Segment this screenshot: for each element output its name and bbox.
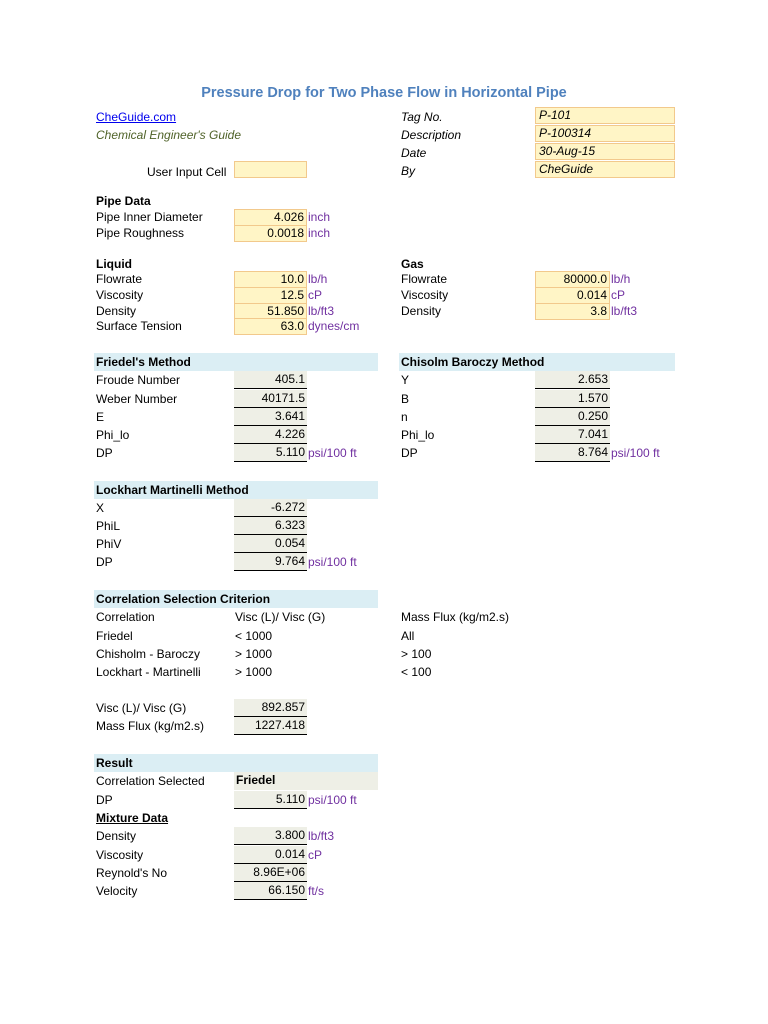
chisolm-row-value: 2.653 xyxy=(535,371,610,389)
by-label: By xyxy=(401,164,416,178)
chisolm-row-label: n xyxy=(401,410,408,424)
criterion-row-flux: All xyxy=(401,629,415,643)
reynolds-label: Reynold's No xyxy=(96,866,167,880)
visc-ratio-value: 892.857 xyxy=(234,699,307,717)
friedel-row-label: Phi_lo xyxy=(96,428,130,442)
gas-density-unit: lb/ft3 xyxy=(611,304,638,318)
friedel-row-value: 5.110 xyxy=(234,444,307,462)
chisolm-row-label: Y xyxy=(401,373,410,387)
friedel-row-value: 4.226 xyxy=(234,426,307,444)
chisolm-dp-unit: psi/100 ft xyxy=(611,446,660,460)
mass-flux-label: Mass Flux (kg/m2.s) xyxy=(96,719,205,733)
surface-tension-unit: dynes/cm xyxy=(308,319,360,333)
chisolm-row-value: 1.570 xyxy=(535,390,610,408)
lockhart-row-label: PhiL xyxy=(96,519,121,533)
user-input-legend-label: User Input Cell xyxy=(147,165,227,179)
velocity-unit: ft/s xyxy=(308,884,325,898)
date-label: Date xyxy=(401,146,427,160)
friedel-row-value: 40171.5 xyxy=(234,390,307,408)
friedel-row-value: 3.641 xyxy=(234,408,307,426)
pipe-diameter-input[interactable]: 4.026 xyxy=(234,209,307,226)
friedel-dp-unit: psi/100 ft xyxy=(308,446,357,460)
chisolm-row-value: 8.764 xyxy=(535,444,610,462)
mixture-density-value: 3.800 xyxy=(234,827,307,845)
pipe-diameter-unit: inch xyxy=(308,210,331,224)
correlation-selected-label: Correlation Selected xyxy=(96,774,205,788)
gas-flowrate-label: Flowrate xyxy=(401,272,448,286)
gas-flowrate-unit: lb/h xyxy=(611,272,631,286)
site-link[interactable]: CheGuide.com xyxy=(96,110,177,124)
friedel-heading: Friedel's Method xyxy=(94,353,378,371)
correlation-selected-value: Friedel xyxy=(234,772,378,790)
criterion-row-flux: < 100 xyxy=(401,665,432,679)
description-label: Description xyxy=(401,128,462,142)
criterion-col-correlation: Correlation xyxy=(96,610,155,624)
pipe-data-heading: Pipe Data xyxy=(96,194,151,208)
lockhart-row-label: PhiV xyxy=(96,537,122,551)
page-title: Pressure Drop for Two Phase Flow in Horizontal Pipe xyxy=(201,85,567,101)
mixture-density-label: Density xyxy=(96,829,137,843)
by-field[interactable]: CheGuide xyxy=(535,161,675,178)
criterion-row-name: Chisholm - Baroczy xyxy=(96,647,201,661)
liquid-viscosity-unit: cP xyxy=(308,288,323,302)
pipe-roughness-label: Pipe Roughness xyxy=(96,226,185,240)
friedel-row-label: DP xyxy=(96,446,113,460)
surface-tension-input[interactable]: 63.0 xyxy=(234,318,307,335)
mixture-data-heading: Mixture Data xyxy=(96,811,169,825)
site-subtitle: Chemical Engineer's Guide xyxy=(96,128,242,142)
pipe-diameter-label: Pipe Inner Diameter xyxy=(96,210,203,224)
criterion-row-flux: > 100 xyxy=(401,647,432,661)
chisolm-row-label: DP xyxy=(401,446,418,460)
result-heading: Result xyxy=(94,754,378,772)
chisolm-heading: Chisolm Baroczy Method xyxy=(399,353,675,371)
surface-tension-label: Surface Tension xyxy=(96,319,182,333)
user-input-legend-swatch xyxy=(234,161,307,178)
criterion-row-name: Friedel xyxy=(96,629,133,643)
pipe-roughness-input[interactable]: 0.0018 xyxy=(234,225,307,242)
gas-density-input[interactable]: 3.8 xyxy=(535,303,610,320)
result-dp-value: 5.110 xyxy=(234,791,307,809)
pipe-roughness-unit: inch xyxy=(308,226,331,240)
criterion-col-flux: Mass Flux (kg/m2.s) xyxy=(401,610,510,624)
gas-viscosity-input[interactable]: 0.014 xyxy=(535,287,610,304)
lockhart-row-value: 9.764 xyxy=(234,553,307,571)
lockhart-row-value: 0.054 xyxy=(234,535,307,553)
criterion-row-name: Lockhart - Martinelli xyxy=(96,665,201,679)
mixture-viscosity-unit: cP xyxy=(308,848,323,862)
liquid-flowrate-unit: lb/h xyxy=(308,272,328,286)
chisolm-row-value: 0.250 xyxy=(535,408,610,426)
tag-field[interactable]: P-101 xyxy=(535,107,675,124)
criterion-col-visc: Visc (L)/ Visc (G) xyxy=(235,610,326,624)
mass-flux-value: 1227.418 xyxy=(234,717,307,735)
mixture-viscosity-value: 0.014 xyxy=(234,846,307,864)
friedel-row-value: 405.1 xyxy=(234,371,307,389)
gas-density-label: Density xyxy=(401,304,442,318)
gas-flowrate-input[interactable]: 80000.0 xyxy=(535,271,610,288)
friedel-row-label: Froude Number xyxy=(96,373,181,387)
mixture-viscosity-label: Viscosity xyxy=(96,848,144,862)
liquid-flowrate-label: Flowrate xyxy=(96,272,143,286)
liquid-flowrate-input[interactable]: 10.0 xyxy=(234,271,307,288)
velocity-label: Velocity xyxy=(96,884,138,898)
liquid-viscosity-label: Viscosity xyxy=(96,288,144,302)
liquid-density-unit: lb/ft3 xyxy=(308,304,335,318)
lockhart-row-label: X xyxy=(96,501,105,515)
chisolm-row-value: 7.041 xyxy=(535,426,610,444)
lockhart-row-label: DP xyxy=(96,555,113,569)
liquid-heading: Liquid xyxy=(96,257,132,271)
gas-viscosity-label: Viscosity xyxy=(401,288,449,302)
friedel-row-label: Weber Number xyxy=(96,392,178,406)
chisolm-row-label: Phi_lo xyxy=(401,428,435,442)
lockhart-row-value: -6.272 xyxy=(234,499,307,517)
criterion-row-visc: > 1000 xyxy=(235,647,273,661)
liquid-density-input[interactable]: 51.850 xyxy=(234,303,307,320)
criterion-row-visc: > 1000 xyxy=(235,665,273,679)
visc-ratio-label: Visc (L)/ Visc (G) xyxy=(96,701,187,715)
lockhart-heading: Lockhart Martinelli Method xyxy=(94,481,378,499)
reynolds-value: 8.96E+06 xyxy=(234,864,307,882)
mixture-density-unit: lb/ft3 xyxy=(308,829,335,843)
tag-label: Tag No. xyxy=(401,110,443,124)
lockhart-row-value: 6.323 xyxy=(234,517,307,535)
chisolm-row-label: B xyxy=(401,392,410,406)
gas-heading: Gas xyxy=(401,257,424,271)
result-dp-label: DP xyxy=(96,793,113,807)
liquid-density-label: Density xyxy=(96,304,137,318)
friedel-row-label: E xyxy=(96,410,105,424)
date-field[interactable]: 30-Aug-15 xyxy=(535,143,675,160)
liquid-viscosity-input[interactable]: 12.5 xyxy=(234,287,307,304)
gas-viscosity-unit: cP xyxy=(611,288,626,302)
criterion-row-visc: < 1000 xyxy=(235,629,273,643)
result-dp-unit: psi/100 ft xyxy=(308,793,357,807)
velocity-value: 66.150 xyxy=(234,882,307,900)
lockhart-dp-unit: psi/100 ft xyxy=(308,555,357,569)
criterion-heading: Correlation Selection Criterion xyxy=(94,590,378,608)
description-field[interactable]: P-100314 xyxy=(535,125,675,142)
